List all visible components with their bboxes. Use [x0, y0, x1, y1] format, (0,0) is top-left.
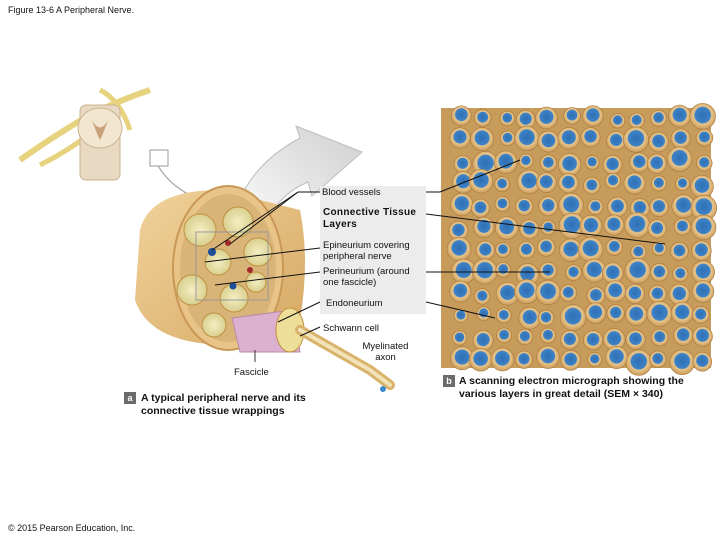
sem-axon-cell [626, 350, 652, 376]
sem-axon-cell [625, 304, 647, 326]
sem-axon-cell [496, 308, 511, 323]
sem-axon-cell [651, 329, 668, 346]
sem-axon-cell [650, 110, 666, 126]
sem-axon-cell [560, 305, 586, 331]
sem-axon-cell [539, 262, 556, 279]
sem-axon-cell [491, 348, 514, 371]
sem-axon-cell [538, 310, 554, 326]
sem-axon-cell [520, 220, 539, 239]
copyright-notice: © 2015 Pearson Education, Inc. [8, 523, 136, 533]
sem-axon-cell [451, 106, 471, 126]
sem-axon-cell [691, 215, 716, 240]
sem-axon-cell [471, 199, 489, 217]
sem-axon-cell [473, 330, 493, 350]
sem-axon-cell [515, 351, 532, 368]
sem-axon-cell [515, 198, 533, 216]
sem-axon-cell [469, 169, 493, 193]
sem-axon-cell [606, 239, 623, 256]
sem-axon-cell [696, 129, 713, 146]
sem-axon-cell [470, 127, 493, 150]
sem-axon-cell [578, 237, 603, 262]
sem-axon-cell [629, 153, 648, 172]
sem-axon-cell [540, 328, 555, 343]
sem-axon-cell [651, 176, 666, 191]
sem-axon-cell [669, 284, 690, 305]
sem-axon-cell [693, 352, 712, 371]
sem-axon-cell [451, 193, 474, 216]
sem-axon-cell [650, 263, 668, 281]
sem-axon-cell [692, 306, 709, 323]
sem-axon-cell [648, 220, 667, 239]
panel-a-caption: A typical peripheral nerve and its connective tissue wrappings [141, 392, 306, 417]
spinal-cord-thumbnail [20, 90, 194, 200]
sem-axon-cell [496, 262, 511, 277]
figure-title: Figure 13-6 A Peripheral Nerve. [8, 5, 135, 15]
sem-axon-cell [587, 287, 605, 305]
sem-axon-cell [515, 126, 540, 151]
sem-axon-cell [450, 281, 471, 302]
sem-axon-cell [537, 346, 560, 369]
label-myelinated-axon: Myelinated axon [362, 341, 409, 363]
label-epineurium: Epineurium covering peripheral nerve [323, 240, 410, 262]
sem-axon-cell [675, 177, 689, 191]
sem-axon-cell [692, 281, 714, 303]
sem-axon-cell [610, 114, 625, 129]
sem-axon-cell [583, 331, 603, 351]
sem-axon-cell [477, 307, 491, 321]
sem-axon-cell [581, 128, 600, 147]
sem-axon-cell [692, 261, 715, 284]
sem-axon-cell [607, 131, 626, 150]
sem-axon-cell [623, 127, 648, 152]
sem-axon-cell [631, 244, 647, 260]
sem-axon-cell [495, 177, 510, 192]
sem-axon-cell [558, 153, 581, 176]
sem-axon-cell [538, 131, 559, 152]
sem-axon-cell [671, 129, 690, 148]
sem-axon-cell [583, 177, 600, 194]
sem-axon-cell [447, 237, 471, 261]
sem-axon-cell [558, 127, 580, 149]
sem-axon-cell [673, 326, 693, 346]
sem-axon-cell [585, 155, 599, 169]
sem-axon-cell [495, 197, 510, 212]
sem-axon-cell [536, 173, 556, 193]
sem-axon-cell [647, 154, 667, 174]
sem-axon-cell [588, 352, 602, 366]
sem-axon-cell [624, 173, 645, 194]
sem-axon-cell [626, 330, 646, 350]
sem-axon-cell [649, 198, 668, 217]
sem-axon-cell [517, 329, 533, 345]
sem-axon-cell [690, 103, 716, 129]
sem-axon-cell [604, 215, 624, 235]
sem-axon-cell [450, 128, 471, 149]
sem-axon-cell [472, 259, 497, 284]
sem-axon-cell [625, 258, 651, 284]
sem-axon-cell [476, 241, 495, 260]
sem-axon-cell [500, 111, 515, 126]
sem-axon-cell [605, 346, 627, 368]
sem-axon-cell [649, 132, 669, 152]
sem-axon-cell [670, 350, 695, 375]
sem-axon-cell [583, 106, 604, 127]
label-endoneurium: Endoneurium [326, 298, 383, 309]
sem-axon-cell [693, 326, 713, 346]
sem-axon-cell [649, 351, 666, 368]
sem-axon-cell [691, 241, 711, 261]
sem-axon-cell [566, 265, 582, 281]
sem-axon-cell [469, 348, 492, 371]
sem-axon-cell [607, 305, 625, 323]
sem-axon-cell [670, 242, 688, 260]
sem-axon-cell [669, 105, 691, 127]
sem-axon-cell [519, 154, 533, 168]
sem-axon-cell [539, 197, 558, 216]
label-connective-tissue-layers: Connective Tissue Layers [323, 207, 417, 230]
sem-axon-cell [558, 173, 578, 193]
sem-axon-cell [671, 302, 693, 324]
panel-b-caption: A scanning electron micrograph showing the various layers in great detail (SEM × 340) [459, 375, 684, 400]
sem-axon-cell [649, 285, 667, 303]
label-blood-vessels: Blood vessels [322, 187, 381, 198]
label-fascicle: Fascicle [234, 367, 269, 378]
sem-axon-cell [605, 281, 626, 302]
label-perineurium: Perineurium (around one fascicle) [323, 266, 410, 288]
sem-axon-cell [691, 175, 714, 198]
sem-axon-cell [536, 107, 558, 129]
sem-axon-cell [667, 147, 692, 172]
sem-axon-cell [454, 156, 471, 173]
sem-axon-cell [607, 197, 627, 217]
sem-axon-cell [500, 131, 515, 146]
panel-b-badge: b [443, 375, 455, 387]
sem-micrograph [441, 103, 717, 375]
sem-axon-cell [452, 331, 467, 346]
sem-axon-cell [518, 242, 535, 259]
sem-axon-cell [564, 108, 581, 125]
sem-axon-cell [514, 279, 538, 303]
sem-axon-cell [519, 307, 541, 329]
sem-axon-cell [674, 218, 691, 235]
sem-axon-cell [647, 301, 672, 326]
sem-axon-cell [603, 155, 622, 174]
sem-axon-cell [560, 330, 579, 349]
sem-axon-cell [540, 155, 557, 172]
sem-axon-cell [696, 155, 712, 171]
sem-axon-cell [605, 173, 621, 189]
sem-axon-cell [495, 217, 518, 240]
sem-axon-cell [561, 350, 581, 370]
sem-axon-cell [536, 280, 561, 305]
sem-axon-cell [474, 110, 491, 127]
sem-axon-cell [625, 284, 645, 304]
label-schwann-cell: Schwann cell [323, 323, 379, 334]
sem-axon-cell [541, 220, 556, 235]
sem-axon-cell [629, 113, 644, 128]
sem-axon-cell [588, 199, 603, 214]
sem-axon-cell [624, 212, 650, 238]
sem-axon-cell [497, 328, 512, 343]
sem-axon-cell [673, 266, 688, 281]
sem-axon-cell [537, 238, 555, 256]
sem-axon-cell [474, 289, 490, 305]
sem-axon-cell [560, 285, 577, 302]
panel-a-badge: a [124, 392, 136, 404]
sem-axon-cell [585, 303, 606, 324]
sem-axon-cell [495, 242, 510, 257]
